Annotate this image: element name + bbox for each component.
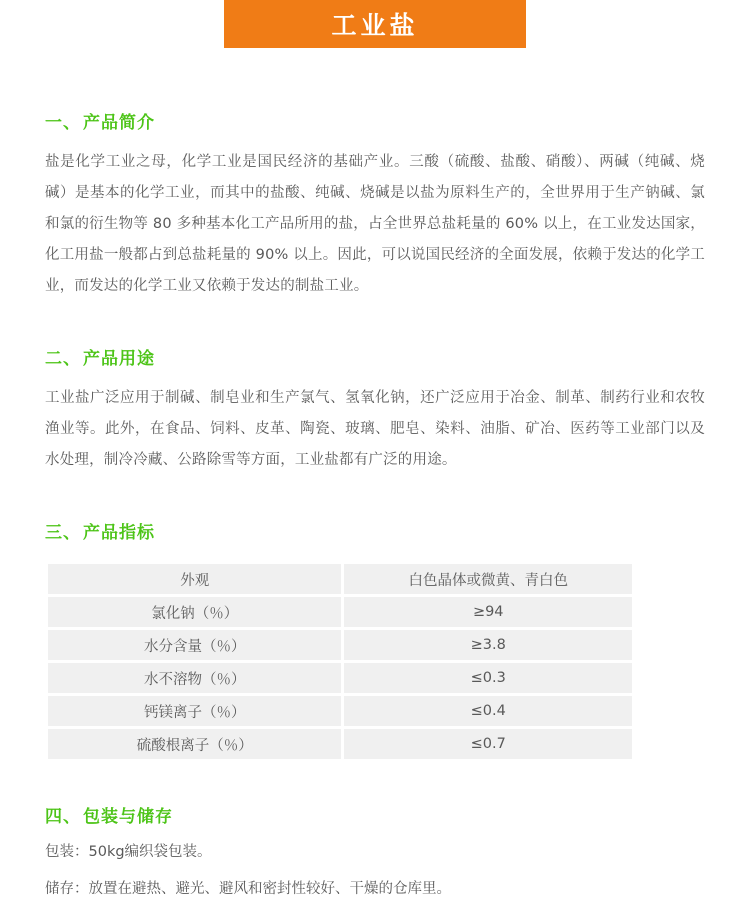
section-intro-heading	[45, 108, 705, 133]
content-area	[0, 108, 750, 905]
storage-line: 储存：放置在避热、避光、避风和密封性较好、干燥的仓库里。	[45, 881, 451, 897]
spec-value-cell: ≤0.4	[344, 696, 632, 726]
spec-value-cell: 白色晶体或微黄、青白色	[344, 564, 632, 594]
section-product-spec	[45, 518, 705, 762]
section-intro-number: 一、	[45, 113, 81, 133]
section-packaging-title: 包装与储存	[83, 807, 173, 827]
spec-name-cell: 硫酸根离子（％）	[48, 729, 341, 759]
table-row	[48, 729, 632, 759]
section-product-usage	[45, 344, 705, 476]
spec-name-cell: 钙镁离子（％）	[48, 696, 341, 726]
section-packaging-heading	[45, 802, 705, 827]
section-packaging-storage	[45, 802, 705, 905]
section-product-intro	[45, 108, 705, 302]
spec-name-cell: 水分含量（％）	[48, 630, 341, 660]
spec-name-cell: 外观	[48, 564, 341, 594]
table-row	[48, 696, 632, 726]
spec-value-cell: ≤0.3	[344, 663, 632, 693]
section-usage-title: 产品用途	[83, 349, 155, 369]
spec-table-body	[48, 564, 632, 759]
spec-value-cell: ≤0.7	[344, 729, 632, 759]
section-spec-heading	[45, 518, 705, 543]
packaging-line: 包装：50kg编织袋包装。	[45, 844, 212, 860]
section-usage-heading	[45, 344, 705, 369]
section-usage-body: 工业盐广泛应用于制碱、制皂业和生产氯气、氢氧化钠，还广泛应用于冶金、制革、制药行业和农牧渔业等。此外，在食品、饲料、皮革、陶瓷、玻璃、肥皂、染料、油脂、矿冶、医药等工业部门以及水处理，制冷冷藏、公路除雪等方面，工业盐都有广泛的用途。	[45, 390, 705, 468]
spec-table	[45, 561, 635, 762]
section-intro-title: 产品简介	[83, 113, 155, 133]
section-spec-title: 产品指标	[83, 523, 155, 543]
section-packaging-number: 四、	[45, 807, 81, 827]
table-row	[48, 597, 632, 627]
header-banner-container	[0, 0, 750, 48]
table-row	[48, 564, 632, 594]
spec-name-cell: 水不溶物（％）	[48, 663, 341, 693]
table-row	[48, 663, 632, 693]
header-banner	[224, 0, 526, 48]
section-usage-number: 二、	[45, 349, 81, 369]
page-title: 工业盐	[331, 11, 419, 40]
spec-value-cell: ≥3.8	[344, 630, 632, 660]
section-intro-body: 盐是化学工业之母，化学工业是国民经济的基础产业。三酸（硫酸、盐酸、硝酸）、两碱（纯碱、烧碱）是基本的化学工业，而其中的盐酸、纯碱、烧碱是以盐为原料生产的，全世界用于生产钠碱、氯和氯的衍生物等 80 多种基本化工产品所用的盐，占全世界总盐耗量的 60% 以上，在工业发达国家，化工用盐一般都占到总盐耗量的 90% 以上。因此，可以说国民经济的全面发展，依赖于发达的化学工业，而发达的化学工业又依赖于发达的制盐工业。	[45, 154, 705, 294]
section-spec-number: 三、	[45, 523, 81, 543]
table-row	[48, 630, 632, 660]
spec-name-cell: 氯化钠（％）	[48, 597, 341, 627]
spec-value-cell: ≥94	[344, 597, 632, 627]
